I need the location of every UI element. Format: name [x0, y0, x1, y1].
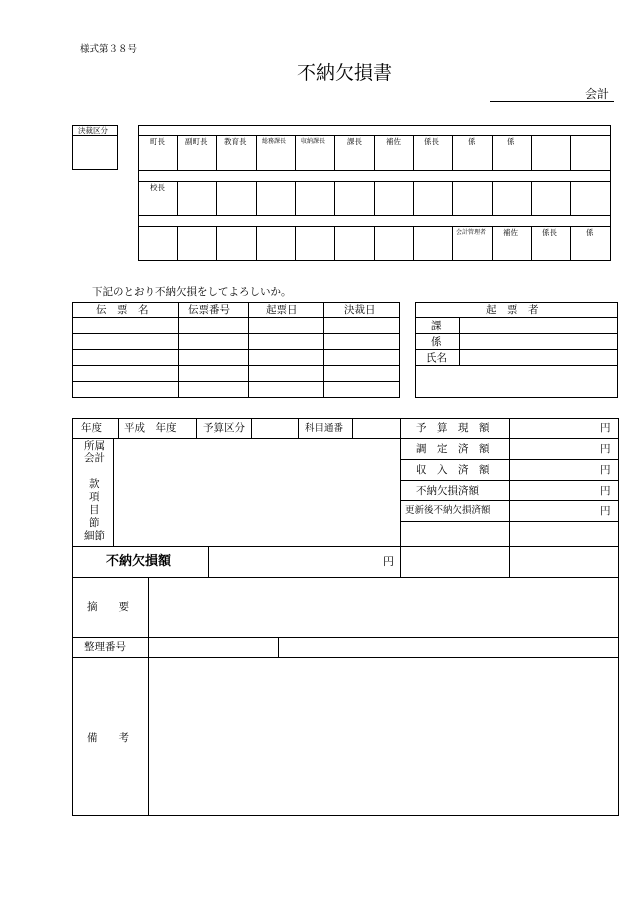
label-kakaricho: 係長	[424, 137, 439, 146]
ref-number-label: 整理番号	[84, 641, 126, 653]
yen-3: 円	[600, 464, 611, 476]
label-kyoikucho: 教育長	[224, 137, 247, 146]
yen-5: 円	[600, 505, 611, 517]
kessai-label: 決裁区分	[78, 126, 108, 135]
amount-chotei-zumi: 調 定 済 額	[416, 443, 490, 455]
budget-class-label: 予算区分	[203, 422, 245, 434]
subject-input[interactable]	[353, 419, 399, 438]
summary-label: 摘 要	[87, 601, 129, 613]
drafter-kakari: 係	[431, 336, 442, 348]
header-kessai-date: 決裁日	[344, 304, 376, 316]
label-kacho: 課長	[347, 137, 362, 146]
loss-amount-label: 不納欠損額	[106, 554, 172, 569]
budget-class-input[interactable]	[252, 419, 297, 438]
subject-label: 科目通番	[305, 423, 344, 434]
amount-funo-zumi: 不納欠損済額	[416, 485, 479, 497]
header-denpyo-name: 伝 票 名	[96, 304, 149, 316]
yen-2: 円	[600, 443, 611, 455]
label-somu-kacho: 総務課長	[262, 138, 287, 145]
remarks-input[interactable]	[149, 658, 618, 815]
ref-number-input[interactable]	[149, 638, 277, 656]
header-kihyo-date: 起票日	[266, 304, 298, 316]
label-shuno-kacho: 収納課長	[301, 138, 326, 145]
yen-1: 円	[600, 422, 611, 434]
label-fukuchocho: 副町長	[185, 137, 208, 146]
division-ko: 項	[89, 491, 100, 503]
division-kaikei: 会計	[84, 452, 105, 464]
year-label: 年度	[81, 422, 102, 434]
label-hosa: 補佐	[386, 137, 401, 146]
division-input[interactable]	[114, 439, 399, 545]
era-input[interactable]	[119, 419, 195, 438]
division-kan: 款	[89, 478, 100, 490]
label-kaikei-kanrisha: 会計管理者	[456, 229, 487, 236]
amount-koshingo: 更新後不納欠損済額	[405, 505, 491, 516]
label-hosa-2: 補佐	[503, 228, 518, 237]
era-label: 平成 年度	[124, 422, 177, 434]
summary-input[interactable]	[149, 578, 618, 636]
label-chocho: 町長	[150, 137, 165, 146]
amount-yosan-genkaku: 予 算 現 額	[416, 422, 490, 434]
label-kakari-3: 係	[586, 228, 594, 237]
header-denpyo-number: 伝票番号	[188, 304, 230, 316]
account-underline	[490, 101, 614, 102]
drafter-header: 起 票 者	[486, 304, 539, 316]
division-moku: 目	[89, 504, 100, 516]
form-number: 様式第３８号	[80, 44, 138, 55]
yen-4: 円	[600, 485, 611, 497]
division-saisetsu: 細節	[84, 530, 105, 542]
request-text: 下記のとおり不納欠損をしてよろしいか。	[92, 286, 292, 298]
division-setsu: 節	[89, 517, 100, 529]
label-kakaricho-2: 係長	[542, 228, 557, 237]
page-title: 不納欠損書	[297, 62, 393, 84]
loss-amount-input[interactable]	[209, 547, 379, 576]
label-kakari-2: 係	[507, 137, 515, 146]
drafter-ka: 課	[431, 320, 442, 332]
loss-amount-yen: 円	[383, 555, 394, 568]
label-kakari-1: 係	[468, 137, 476, 146]
label-kocho: 校長	[150, 183, 165, 192]
account-label: 会計	[585, 87, 610, 101]
drafter-name: 氏名	[426, 352, 447, 364]
division-shozoku: 所属	[84, 440, 105, 452]
remarks-label: 備 考	[87, 732, 129, 744]
amount-shunyu-zumi: 収 入 済 額	[416, 464, 490, 476]
